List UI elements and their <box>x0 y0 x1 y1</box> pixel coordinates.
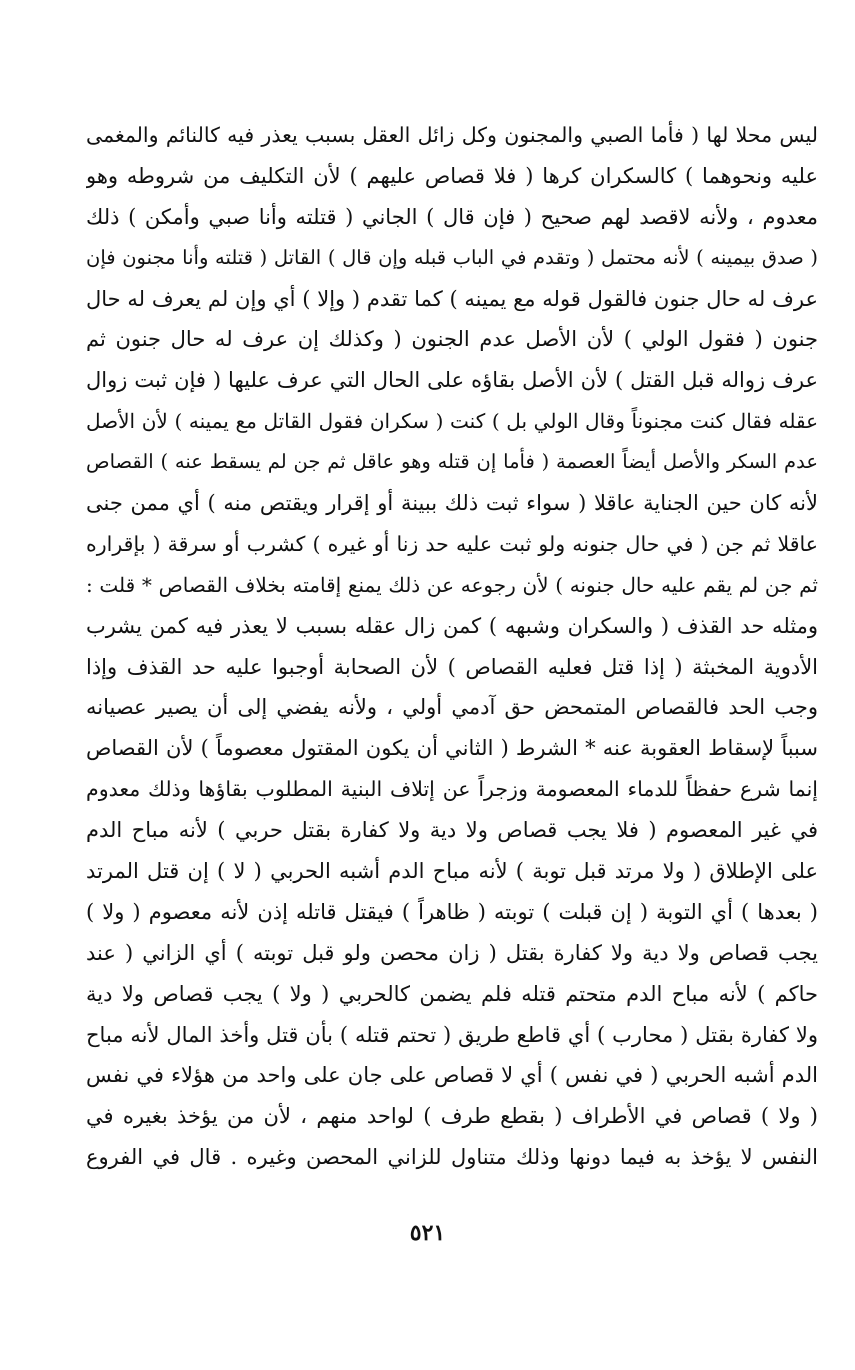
text-line: على الإطلاق ( ولا مرتد قبل توبة ) لأنه مباح الدم أشبه الحربي ( لا ) إن قتل المرتد <box>86 859 818 884</box>
text-line: ( بعدها ) أي التوبة ( إن قبلت ) توبته ( ظاهراً ) فيقتل قاتله إذن لأنه معصوم ( ولا ) <box>86 899 818 924</box>
text-line: لأنه كان حين الجناية عاقلا ( سواء ثبت ذلك ببينة أو إقرار ويقتص منه ) أي ممن جنى <box>86 491 818 516</box>
text-line: حاكم ) لأنه مباح الدم متحتم قتله فلم يضمن كالحربي ( ولا ) يجب قصاص ولا دية <box>86 981 818 1006</box>
text-line: ولا كفارة بقتل ( محارب ) أي قاطع طريق ( تحتم قتله ) بأن قتل وأخذ المال لأنه مباح <box>86 1022 818 1047</box>
text-line: جنون ( فقول الولي ) لأن الأصل عدم الجنون ( وكذلك إن عرف له حال جنون ثم <box>86 327 818 352</box>
text-line: معدوم ، ولأنه لاقصد لهم صحيح ( فإن قال ) الجاني ( قتلته وأنا صبي وأمكن ) ذلك <box>86 204 818 229</box>
text-line: يجب قصاص ولا دية ولا كفارة بقتل ( زان محصن ولو قبل توبته ) أي الزاني ( عند <box>86 940 818 965</box>
text-line: ثم جن لم يقم عليه حال جنونه ) لأن رجوعه عن ذلك يمنع إقامته بخلاف القصاص * قلت : <box>86 572 818 597</box>
page-number: ٥٢١ <box>409 1220 446 1246</box>
text-line: عرف زواله قبل القتل ) لأن الأصل بقاؤه على الحال التي عرف عليها ( فإن ثبت زوال <box>86 368 818 393</box>
text-line: عدم السكر والأصل أيضاً العصمة ( فأما إن قتله وهو عاقل ثم جن لم يسقط عنه ) القصاص <box>86 450 818 474</box>
text-line: إنما شرع حفظاً للدماء المعصومة وزجراً عن إتلاف البنية المطلوب بقاؤها وذلك معدوم <box>86 777 818 802</box>
body-text <box>86 115 818 1178</box>
text-line: الدم أشبه الحربي ( في نفس ) أي لا قصاص على جان على واحد من هؤلاء في نفس <box>86 1063 818 1088</box>
text-line: في غير المعصوم ( فلا يجب قصاص ولا دية ولا كفارة بقتل حربي ) لأنه مباح الدم <box>86 818 818 843</box>
text-line: وجب الحد فالقصاص المتمحض حق آدمي أولي ، ولأنه يفضي إلى أن يصير عصيانه <box>86 695 818 720</box>
text-line: الأدوية المخبثة ( إذا قتل فعليه القصاص ) لأن الصحابة أوجبوا عليه حد القذف وإذا <box>86 654 818 679</box>
text-line: سبباً لإسقاط العقوبة عنه * الشرط ( الثاني أن يكون المقتول معصوماً ) لأن القصاص <box>86 736 818 761</box>
text-line: ( ولا ) قصاص في الأطراف ( بقطع طرف ) لواحد منهم ، لأن من يؤخذ بغيره في <box>86 1104 818 1129</box>
text-line: ومثله حد القذف ( والسكران وشبهه ) كمن زال عقله بسبب لا يعذر فيه كمن يشرب <box>86 613 818 638</box>
text-line: ليس محلا لها ( فأما الصبي والمجنون وكل زائل العقل بسبب يعذر فيه كالنائم والمغمى <box>86 123 818 147</box>
text-line: ( صدق بيمينه ) لأنه محتمل ( وتقدم في الباب قبله وإن قال ) القاتل ( قتلته وأنا مجنون فإن <box>86 245 818 269</box>
text-line: عقله فقال كنت مجنوناً وقال الولي بل ) كنت ( سكران فقول القاتل مع يمينه ) لأن الأصل <box>86 409 818 434</box>
text-line: النفس لا يؤخذ به فيما دونها وذلك متناول للزاني المحصن وغيره . قال في الفروع <box>86 1145 818 1170</box>
text-line: عاقلا ثم جن ( في حال جنونه ولو ثبت عليه حد زنا أو غيره ) كشرب أو سرقة ( بإقراره <box>86 531 818 556</box>
text-line: عليه ونحوهما ) كالسكران كرها ( فلا قصاص عليهم ) لأن التكليف من شروطه وهو <box>86 163 818 188</box>
text-line: عرف له حال جنون فالقول قوله مع يمينه ) كما تقدم ( وإلا ) أي وإن لم يعرف له حال <box>86 286 818 311</box>
